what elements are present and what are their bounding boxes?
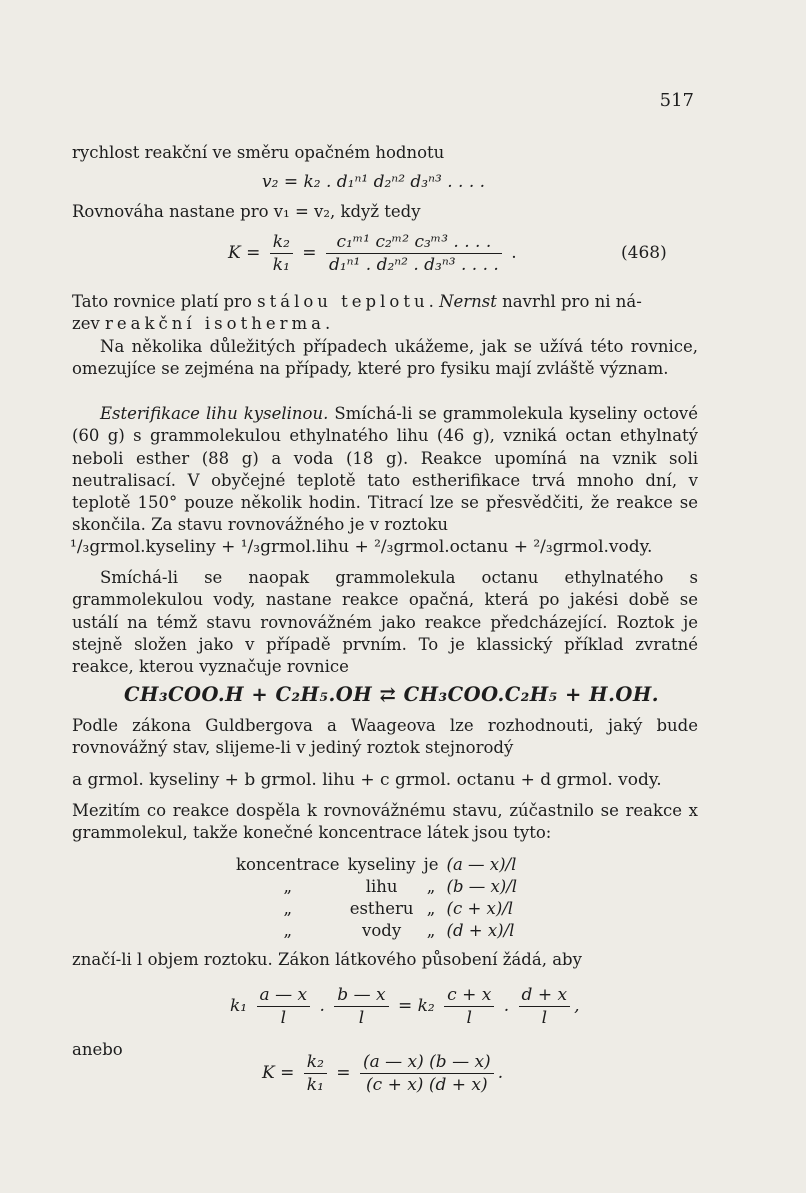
eq468-c-den: d₁ⁿ¹ . d₂ⁿ² . d₃ⁿ³ . . . . (328, 255, 499, 275)
eq468-k-num: k₂ (270, 232, 293, 254)
law-f1-num: a — x (257, 985, 311, 1007)
equation-reaction: CH₃COO.H + C₂H₅.OH ⇄ CH₃COO.C₂H₅ + H.OH. (124, 683, 660, 706)
law-k1: k₁ (230, 996, 248, 1016)
esterification-title: Esterifikace lihu kyselinou. (100, 404, 329, 423)
conc-value: (c + x)/l (446, 898, 514, 918)
conc-lead: „ (283, 876, 293, 896)
conc-value: (d + x)/l (446, 920, 515, 940)
law-f2-num: b — x (334, 985, 388, 1007)
equation-v2: v₂ = k₂ . d₁ⁿ¹ d₂ⁿ² d₃ⁿ³ . . . . (262, 172, 486, 192)
isotherm-text-a: Tato rovnice platí pro (72, 292, 258, 311)
conc-lead: „ (283, 898, 293, 918)
law-f3-num: c + x (444, 985, 494, 1007)
law-f4-den: l (541, 1008, 548, 1028)
concentration-table (232, 853, 521, 941)
isotherm-text-d: zev (72, 314, 106, 334)
paragraph-isotherm (72, 291, 698, 336)
law-fraction-3 (444, 985, 494, 1028)
paragraph-guldberg: Podle zákona Guldbergova a Waageova lze rozhodnouti, jaký bude rovnovážný stav, slijeme-li v jediný roztok stejnorodý (72, 716, 698, 758)
final-equals: = (336, 1063, 351, 1083)
conc-lead: „ (283, 920, 293, 940)
isotherm-text-b: . (428, 292, 440, 311)
eq468-k-den: k₁ (272, 255, 290, 275)
law-f4-num: d + x (519, 985, 571, 1007)
law-comma: , (574, 996, 580, 1016)
equation-final (262, 1052, 503, 1095)
eq468-lhs: K = (228, 243, 261, 263)
page-number: 517 (659, 90, 694, 111)
final-k-num: k₂ (304, 1052, 327, 1074)
conc-ditto: „ (426, 876, 436, 896)
paragraph-cases: Na několika důležitých případech ukážeme, jak se užívá této rovnice, omezujíce se zejména na případy, které pro fysiku mají zvláště význam. (72, 337, 698, 379)
conc-ditto: je (423, 854, 439, 874)
conc-ditto: „ (426, 920, 436, 940)
table-row (232, 897, 521, 919)
conc-ditto: „ (426, 898, 436, 918)
equation-468 (228, 232, 517, 275)
final-num: (a — x) (b — x) (360, 1052, 494, 1074)
law-k2: k₂ (417, 996, 435, 1016)
law-dot-2: . (503, 996, 510, 1016)
conc-value: (a — x)/l (446, 854, 517, 874)
law-fraction-4 (519, 985, 571, 1028)
eq468-c-num: c₁ᵐ¹ c₂ᵐ² c₃ᵐ³ . . . . (326, 232, 502, 254)
table-row (232, 919, 521, 941)
spaced-stalou-teplotu: stálou teplotu (257, 292, 429, 311)
table-row (232, 875, 521, 897)
final-k-fraction (304, 1052, 327, 1095)
conc-name: kyseliny (347, 854, 416, 874)
equation-law (230, 985, 579, 1028)
conc-value: (b — x)/l (446, 876, 518, 896)
final-lhs: K = (262, 1063, 295, 1083)
equation-number: (468) (621, 243, 667, 263)
paragraph-law: značí-li l objem roztoku. Zákon látkového působení žádá, aby (72, 950, 582, 969)
eq468-equals: = (302, 243, 317, 263)
final-den: (c + x) (d + x) (366, 1075, 488, 1095)
word-anebo: anebo (72, 1040, 123, 1059)
conc-lead: koncentrace (236, 854, 340, 874)
law-fraction-1 (257, 985, 311, 1028)
isotherm-text-e: . (324, 314, 331, 334)
final-fraction (360, 1052, 494, 1095)
eq468-c-fraction (326, 232, 502, 275)
equation-mix: a grmol. kyseliny + b grmol. lihu + c grmol. octanu + d grmol. vody. (72, 770, 662, 790)
law-dot-1: . (319, 996, 325, 1016)
law-f1-den: l (280, 1008, 287, 1028)
spaced-reakcni-isotherma: reakční isotherma (105, 314, 325, 334)
isotherm-text-c: navrhl pro ni ná- (496, 292, 642, 311)
paragraph-concentrations: Mezitím co reakce dospěla k rovnovážnému stavu, zúčastnilo se reakce x grammolekul, takže konečné koncentrace látek jsou tyto: (72, 801, 698, 843)
equation-composition: ¹/₃grmol.kyseliny + ¹/₃grmol.lihu + ²/₃grmol.octanu + ²/₃grmol.vody. (70, 537, 653, 557)
law-equals: = (397, 996, 413, 1016)
esterification-text: Smíchá-li se grammolekula kyseliny octové (60 g) s grammolekulou ethylnatého lihu (46 g), vzniká octan ethylnatý neboli esther (88 g) a voda (18 g). Reakce upomíná na vznik soli neutralisací. V obyčejné teplotě tato estherifikace trvá mnoho dní, v teplotě 150° pouze několik hodin. Titrací lze se přesvědčiti, že reakce se skončila. Za stavu rovnovážného je v roztoku (72, 404, 698, 535)
conc-name: estheru (349, 898, 414, 918)
paragraph-equilibrium: Rovnováha nastane pro v₁ = v₂, když tedy (72, 202, 421, 221)
final-period: . (497, 1063, 504, 1083)
law-fraction-2 (334, 985, 388, 1028)
table-row (232, 853, 521, 875)
paragraph-reverse: Smíchá-li se naopak grammolekula octanu ethylnatého s grammolekulou vody, nastane reakce opačná, která po jakési době se ustálí na témž stavu rovnovážném jako reakce předcházející. Roztok je stejně složen jako v případě prvním. To je klassický příklad zvratné reakce, kterou vyznačuje rovnice (72, 568, 698, 677)
conc-name: vody (362, 920, 402, 940)
conc-name: lihu (365, 876, 398, 896)
eq468-k-fraction (270, 232, 293, 275)
paragraph-esterification (72, 403, 698, 537)
nernst-name: Nernst (439, 292, 497, 311)
paragraph-rate: rychlost reakční ve směru opačném hodnotu (72, 143, 445, 162)
final-k-den: k₁ (306, 1075, 324, 1095)
eq468-dot: . (511, 243, 517, 263)
law-f2-den: l (358, 1008, 365, 1028)
law-f3-den: l (466, 1008, 472, 1028)
